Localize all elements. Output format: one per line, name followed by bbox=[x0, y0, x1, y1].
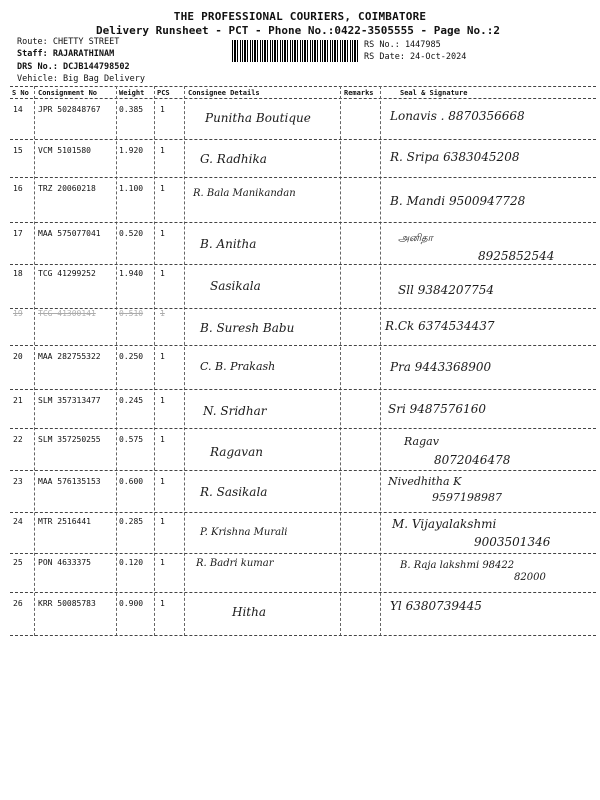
consignee-handwriting: G. Radhika bbox=[200, 152, 267, 166]
signature-handwriting: Sll 9384207754 bbox=[398, 283, 495, 297]
row-weight: 0.575 bbox=[119, 435, 144, 444]
col-pcs: PCS bbox=[157, 89, 170, 97]
signature-handwriting: Pra 9443368900 bbox=[390, 360, 492, 374]
row-divider bbox=[10, 592, 596, 593]
row-sno: 26 bbox=[13, 599, 23, 608]
row-sno: 14 bbox=[13, 105, 23, 114]
signature-handwriting: Ragav bbox=[404, 435, 439, 448]
signature-handwriting: Nivedhitha K bbox=[388, 475, 462, 488]
row-pcs: 1 bbox=[160, 352, 165, 361]
phone-handwriting: 9003501346 bbox=[474, 535, 551, 549]
row-pcs: 1 bbox=[160, 558, 165, 567]
phone-handwriting: 82000 bbox=[514, 572, 546, 583]
row-sno: 24 bbox=[13, 517, 23, 526]
row-divider bbox=[10, 345, 596, 346]
row-weight: 0.600 bbox=[119, 477, 144, 486]
row-divider bbox=[10, 222, 596, 223]
row-consignment: TCG 41300141 bbox=[38, 309, 96, 318]
row-pcs: 1 bbox=[160, 517, 165, 526]
row-divider bbox=[10, 553, 596, 554]
row-consignment: JPR 502848767 bbox=[38, 105, 101, 114]
row-consignment: SLM 357250255 bbox=[38, 435, 101, 444]
row-pcs: 1 bbox=[160, 269, 165, 278]
row-weight: 0.520 bbox=[119, 229, 144, 238]
signature-handwriting: Yl 6380739445 bbox=[390, 599, 482, 613]
table-top-border bbox=[10, 86, 596, 87]
row-consignment: KRR 50085783 bbox=[38, 599, 96, 608]
row-sno: 21 bbox=[13, 396, 23, 405]
row-consignment: MAA 576135153 bbox=[38, 477, 101, 486]
row-divider bbox=[10, 264, 596, 265]
signature-handwriting: R.Ck 6374534437 bbox=[385, 319, 495, 333]
row-pcs: 1 bbox=[160, 229, 165, 238]
consignee-handwriting: B. Anitha bbox=[200, 237, 257, 251]
col-weight: Weight bbox=[119, 89, 145, 97]
row-pcs: 1 bbox=[160, 146, 165, 155]
rs-date: RS Date: 24-Oct-2024 bbox=[364, 52, 467, 62]
consignee-handwriting: C. B. Prakash bbox=[200, 360, 276, 373]
col-consignment: Consignment No bbox=[38, 89, 98, 97]
staff-label: Staff: RAJARATHINAM bbox=[17, 49, 115, 59]
row-pcs: 1 bbox=[160, 105, 165, 114]
col-sno: S No bbox=[12, 89, 29, 97]
row-sno: 23 bbox=[13, 477, 23, 486]
route-label: Route: CHETTY STREET bbox=[17, 37, 120, 47]
row-divider bbox=[10, 177, 596, 178]
row-weight: 1.940 bbox=[119, 269, 144, 278]
row-consignment: MAA 575077041 bbox=[38, 229, 101, 238]
signature-handwriting: Lonavis . 8870356668 bbox=[390, 109, 525, 123]
row-consignment: TRZ 20060218 bbox=[38, 184, 96, 193]
consignee-handwriting: N. Sridhar bbox=[203, 404, 267, 418]
signature-handwriting: அனிதா bbox=[398, 233, 433, 244]
vehicle-label: Vehicle: Big Bag Delivery bbox=[17, 74, 145, 84]
row-sno: 15 bbox=[13, 146, 23, 155]
row-consignment: VCM 5101580 bbox=[38, 146, 91, 155]
signature-handwriting: B. Mandi 9500947728 bbox=[390, 194, 526, 208]
consignee-handwriting: B. Suresh Babu bbox=[200, 321, 295, 335]
col-consignee: Consignee Details bbox=[188, 89, 260, 97]
row-weight: 0.250 bbox=[119, 352, 144, 361]
drs-number: DRS No.: DCJB144798502 bbox=[17, 62, 130, 72]
row-consignment: PON 4633375 bbox=[38, 558, 91, 567]
row-pcs: 1 bbox=[160, 184, 165, 193]
row-consignment: MAA 282755322 bbox=[38, 352, 101, 361]
row-pcs: 1 bbox=[160, 477, 165, 486]
row-weight: 0.120 bbox=[119, 558, 144, 567]
consignee-handwriting: Ragavan bbox=[210, 445, 263, 459]
row-divider bbox=[10, 389, 596, 390]
barcode-image bbox=[232, 40, 358, 62]
header-divider bbox=[10, 98, 596, 99]
col-seal-signature: Seal & Signature bbox=[400, 89, 468, 97]
signature-handwriting: Sri 9487576160 bbox=[388, 402, 486, 416]
row-consignment: SLM 357313477 bbox=[38, 396, 101, 405]
row-sno: 25 bbox=[13, 558, 23, 567]
row-divider bbox=[10, 512, 596, 513]
signature-handwriting: M. Vijayalakshmi bbox=[392, 517, 497, 531]
table-bottom-border bbox=[10, 635, 596, 636]
consignee-handwriting: Hitha bbox=[232, 605, 267, 619]
consignee-handwriting: R. Bala Manikandan bbox=[193, 188, 296, 199]
consignee-handwriting: Punitha Boutique bbox=[205, 111, 311, 125]
consignee-handwriting: R. Badri kumar bbox=[196, 558, 274, 569]
row-sno: 20 bbox=[13, 352, 23, 361]
signature-handwriting: R. Sripa 6383045208 bbox=[390, 150, 520, 164]
row-pcs: 1 bbox=[160, 309, 165, 318]
phone-handwriting: 9597198987 bbox=[432, 491, 502, 504]
row-sno: 16 bbox=[13, 184, 23, 193]
row-sno: 19 bbox=[13, 309, 23, 318]
signature-handwriting: B. Raja lakshmi 98422 bbox=[400, 560, 515, 571]
row-weight: 0.510 bbox=[119, 309, 144, 318]
phone-handwriting: 8072046478 bbox=[434, 453, 511, 467]
col-remarks: Remarks bbox=[344, 89, 374, 97]
row-sno: 18 bbox=[13, 269, 23, 278]
row-weight: 0.245 bbox=[119, 396, 144, 405]
row-weight: 0.900 bbox=[119, 599, 144, 608]
row-weight: 1.100 bbox=[119, 184, 144, 193]
row-consignment: TCG 41299252 bbox=[38, 269, 96, 278]
consignee-handwriting: P. Krishna Murali bbox=[200, 527, 288, 538]
row-weight: 0.385 bbox=[119, 105, 144, 114]
row-weight: 0.285 bbox=[119, 517, 144, 526]
runsheet-line: Delivery Runsheet - PCT - Phone No.:0422-3505555 - Page No.:2 bbox=[96, 24, 500, 37]
row-sno: 17 bbox=[13, 229, 23, 238]
consignee-handwriting: Sasikala bbox=[210, 279, 261, 293]
rs-number: RS No.: 1447985 bbox=[364, 40, 441, 50]
row-divider bbox=[10, 139, 596, 140]
company-title: THE PROFESSIONAL COURIERS, COIMBATORE bbox=[173, 10, 427, 23]
row-divider bbox=[10, 428, 596, 429]
row-sno: 22 bbox=[13, 435, 23, 444]
phone-handwriting: 8925852544 bbox=[478, 249, 555, 263]
row-weight: 1.920 bbox=[119, 146, 144, 155]
consignee-handwriting: R. Sasikala bbox=[200, 485, 268, 499]
row-pcs: 1 bbox=[160, 396, 165, 405]
row-pcs: 1 bbox=[160, 599, 165, 608]
row-pcs: 1 bbox=[160, 435, 165, 444]
row-divider bbox=[10, 308, 596, 309]
row-consignment: MTR 2516441 bbox=[38, 517, 91, 526]
row-divider bbox=[10, 470, 596, 471]
